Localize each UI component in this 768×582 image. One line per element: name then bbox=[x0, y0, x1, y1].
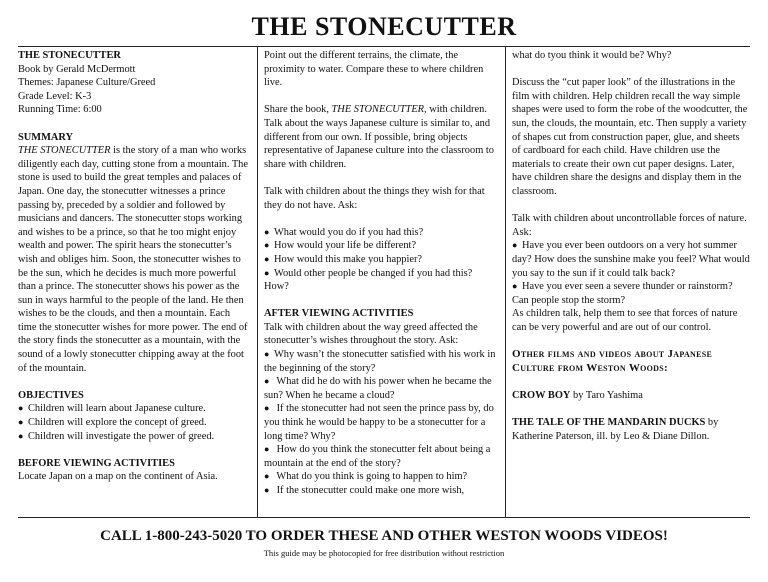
book-title: THE STONECUTTER bbox=[18, 50, 121, 61]
before-viewing-heading: BEFORE VIEWING ACTIVITIES bbox=[18, 457, 175, 469]
column-left bbox=[18, 47, 258, 517]
column-middle bbox=[258, 47, 506, 517]
grade-level: Grade Level: K-3 bbox=[18, 90, 92, 102]
before-viewing-text: Locate Japan on a map on the continent of Asia. bbox=[18, 471, 218, 483]
bullet-icon: ● bbox=[264, 376, 270, 387]
after-viewing-text: Talk with children about the way greed affected the stonecutter’s wishes throughout the story. Ask: bbox=[264, 321, 478, 347]
nature-conclusion: As children talk, help them to see that forces of nature can be very powerful and are out of our control. bbox=[512, 308, 738, 333]
bullet-icon: ● bbox=[264, 226, 270, 237]
running-time: Running Time: 6:00 bbox=[18, 104, 102, 116]
bullet-icon: ● bbox=[18, 430, 24, 441]
page-title: THE STONECUTTER bbox=[251, 12, 517, 41]
film-title: THE TALE OF THE MANDARIN DUCKS bbox=[512, 417, 706, 429]
summary-book-title: THE STONECUTTER bbox=[18, 145, 111, 157]
nature-question: ● Have you ever seen a severe thunder or rainstorm? Can people stop the storm? bbox=[512, 281, 733, 306]
cut-paper-paragraph: Discuss the “cut paper look” of the illustrations in the film with children. Help children recall the way simple shapes were used to form the robe of the woodcutter, the sun, the clouds, the mountain, etc. Then supply a variety of shapes cut from construction paper, glue, and sheets of cardboard for each child. Have children use the materials to create their own cut paper designs. Later, have children share the designs and display them in the classroom. bbox=[512, 77, 748, 197]
after-question: ● If the stonecutter could make one more wish, bbox=[264, 485, 465, 496]
nature-question: ● Have you ever been outdoors on a very hot summer day? How does the sunshine make you feel? What would you say to the sun if it could talk back? bbox=[512, 240, 750, 279]
bullet-icon: ● bbox=[264, 349, 270, 360]
share-book-paragraph: Share the book, THE STONECUTTER, with children. Talk about the ways Japanese culture is similar to, and different from our own. If possible, bring objects representative of Japanese culture into the classroom to share with children. bbox=[264, 104, 494, 170]
bullet-icon: ● bbox=[264, 267, 270, 278]
bullet-icon: ● bbox=[264, 403, 270, 414]
book-author: Book by Gerald McDermott bbox=[18, 63, 136, 75]
bullet-icon: ● bbox=[264, 444, 270, 455]
bullet-icon: ● bbox=[18, 403, 24, 414]
after-question: ● If the stonecutter had not seen the prince pass by, do you think he would be happy to be a stonecutter for a long time? Why? bbox=[264, 403, 494, 442]
after-question: ● What did he do with his power when he became the sun? When he became a cloud? bbox=[264, 376, 492, 401]
after-question: ● What do you think is going to happen to him? bbox=[264, 471, 468, 483]
objective-item: ● Children will explore the concept of greed. bbox=[18, 417, 207, 429]
three-column-body bbox=[18, 46, 750, 518]
summary-heading: SUMMARY bbox=[18, 131, 74, 143]
nature-paragraph: Talk with children about uncontrollable forces of nature. Ask: bbox=[512, 213, 747, 238]
after-question: ● Why wasn’t the stonecutter satisfied with his work in the beginning of the story? bbox=[264, 349, 496, 374]
themes: Themes: Japanese Culture/Greed bbox=[18, 77, 156, 89]
bullet-icon: ● bbox=[264, 253, 270, 264]
film-title: CROW BOY bbox=[512, 389, 571, 401]
other-films-heading: Other films and videos about Japanese Culture from Weston Woods: bbox=[512, 348, 713, 374]
photocopy-note: This guide may be photocopied for free distribution without restriction bbox=[263, 548, 505, 558]
bullet-icon: ● bbox=[512, 240, 518, 251]
wish-question: ● How would your life be different? bbox=[264, 240, 417, 252]
objective-item: ● Children will investigate the power of greed. bbox=[18, 430, 215, 442]
bullet-icon: ● bbox=[264, 485, 270, 495]
wish-question: ● What would you do if you had this? bbox=[264, 226, 424, 238]
wish-continuation: what do tyou think it would be? Why? bbox=[512, 50, 672, 61]
column-right bbox=[506, 47, 750, 517]
terrain-paragraph: Point out the different terrains, the climate, the proximity to water. Compare these to where children live. bbox=[264, 50, 484, 89]
wish-question: ● How would this make you happier? bbox=[264, 253, 423, 265]
bullet-icon: ● bbox=[264, 471, 270, 482]
wish-question: ● Would other people be changed if you had this? How? bbox=[264, 267, 473, 293]
order-call-to-action: CALL 1-800-243-5020 TO ORDER THESE AND OTHER WESTON WOODS VIDEOS! bbox=[100, 528, 668, 544]
share-book-title: THE STONECUTTER bbox=[331, 104, 425, 116]
after-question: ● How do you think the stonecutter felt about being a mountain at the end of the story? bbox=[264, 444, 491, 469]
bullet-icon: ● bbox=[18, 417, 24, 428]
after-viewing-heading: AFTER VIEWING ACTIVITIES bbox=[264, 308, 414, 320]
objective-item: ● Children will learn about Japanese culture. bbox=[18, 403, 206, 415]
film-item: THE TALE OF THE MANDARIN DUCKS by Katherine Paterson, ill. by Leo & Diane Dillon. bbox=[512, 417, 719, 442]
bullet-icon: ● bbox=[264, 240, 270, 251]
bullet-icon: ● bbox=[512, 281, 518, 292]
wish-paragraph: Talk with children about the things they wish for that they do not have. Ask: bbox=[264, 185, 485, 211]
objectives-heading: OBJECTIVES bbox=[18, 389, 84, 401]
film-item: CROW BOY by Taro Yashima bbox=[512, 389, 643, 401]
summary-text bbox=[18, 144, 251, 375]
summary-body: is the story of a man who works diligently each day, cutting stone from a mountain. The stone is used to build the great temples and palaces of Japan. One day, the stonecutter witnesses a prince passing by, preceded by a soldier and followed by musicians and dancers. The stonecutter stops working and wishes to be a prince, so that he too might enjoy wealth and power. The spirit hears the stonecutter’s wish and obliges him. Soon, the stonecutter wishes to be the sun, which he decides is much more powerful than a prince. The stonecutter shows his power as the sun in ways harmful to the people of the land. He then wishes to be the clouds, and then a mountain. Each time the stonecutter wishes for more power. The end of the story finds the stonecutter as a mountain, with the sound of a lowly stonecutter chipping away at the foot of the mountain. bbox=[18, 145, 248, 374]
